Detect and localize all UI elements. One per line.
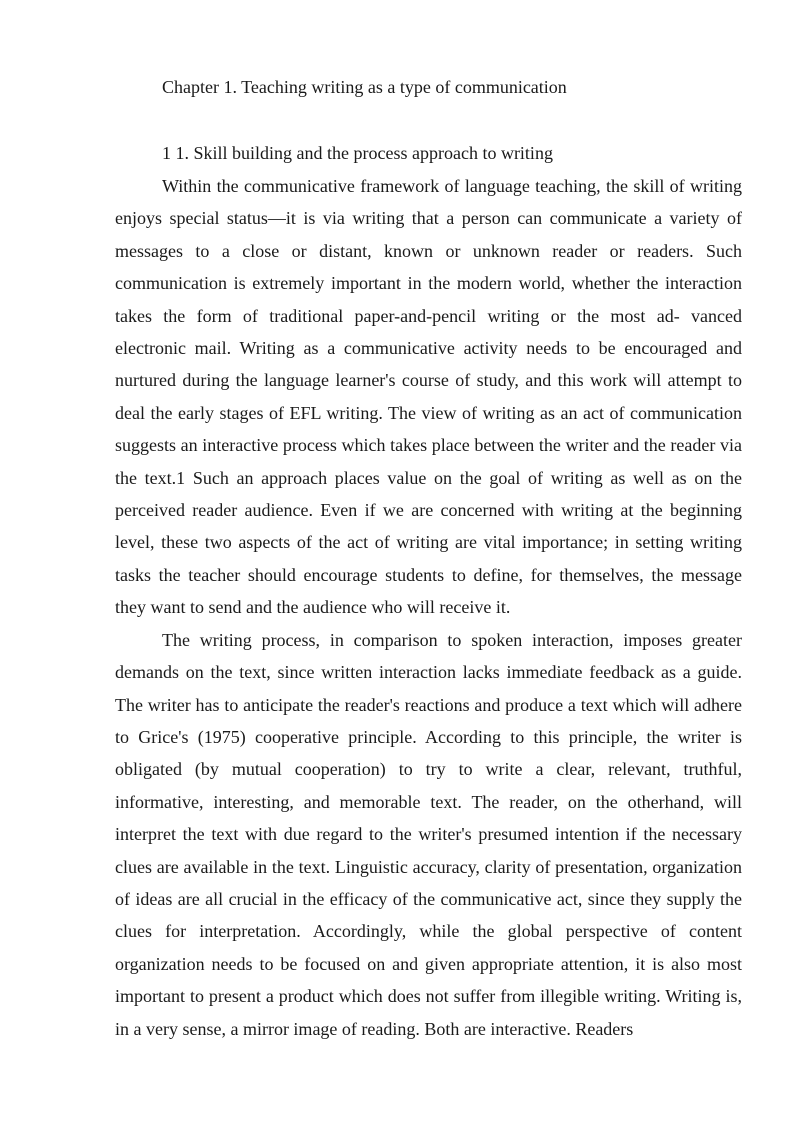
body-text [115, 170, 742, 1045]
chapter-title: Chapter 1. Teaching writing as a type of communication [162, 77, 567, 97]
section-heading: 1 1. Skill building and the process approach to writing [162, 143, 553, 163]
paragraph: Within the communicative framework of language teaching, the skill of writing enjoys special status—it is via writing that a person can communicate a variety of messages to a close or distant, known or unknown reader or readers. Such communication is extremely important in the modern world, whether the interaction takes the form of traditional paper-and-pencil writing or the most ad- vanced electronic mail. Writing as a communicative activity needs to be encouraged and nurtured during the language learner's course of study, and this work will attempt to deal the early stages of EFL writing. The view of writing as an act of communication suggests an interactive process which takes place between the writer and the reader via the text.1 Such an approach places value on the goal of writing as well as on the perceived reader audience. Even if we are concerned with writing at the beginning level, these two aspects of the act of writing are vital importance; in setting writing tasks the teacher should encourage students to define, for themselves, the message they want to send and the audience who will receive it. [115, 176, 742, 618]
paragraph: The writing process, in comparison to spoken interaction, imposes greater demands on the text, since written interaction lacks immediate feedback as a guide. The writer has to anticipate the reader's reactions and produce a text which will adhere to Grice's (1975) cooperative principle. According to this principle, the writer is obligated (by mutual cooperation) to try to write a clear, relevant, truthful, informative, interesting, and memorable text. The reader, on the otherhand, will interpret the text with due regard to the writer's presumed intention if the necessary clues are available in the text. Linguistic accuracy, clarity of presentation, organization of ideas are all crucial in the efficacy of the communicative act, since they supply the clues for interpretation. Accordingly, while the global perspective of content organization needs to be focused on and given appropriate attention, it is also most important to present a product which does not suffer from illegible writing. Writing is, in a very sense, a mirror image of reading. Both are interactive. Readers [115, 629, 742, 1039]
